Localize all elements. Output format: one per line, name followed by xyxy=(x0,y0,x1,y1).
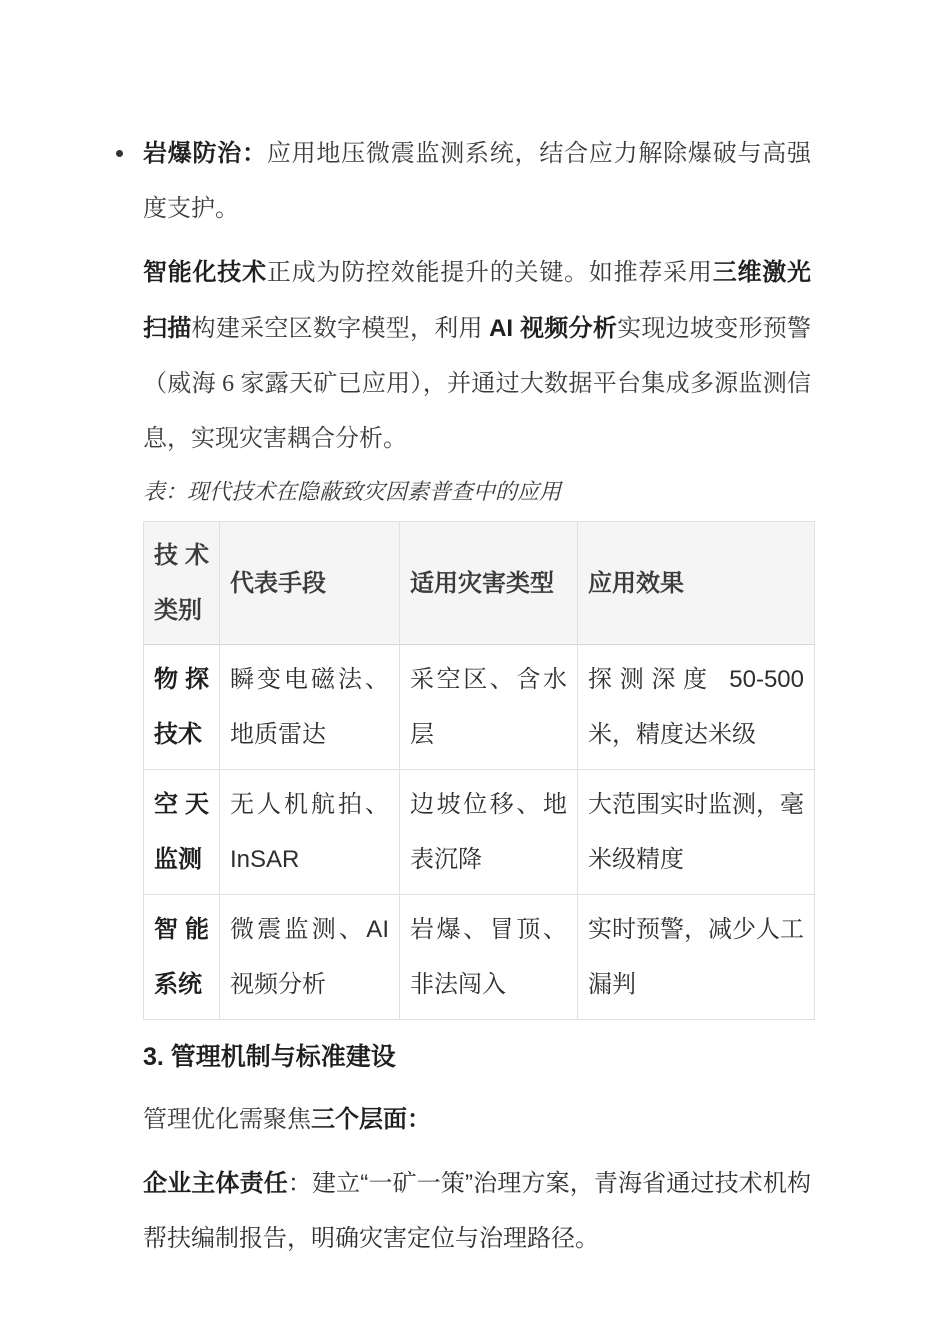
paragraph-focus xyxy=(143,1092,811,1148)
column-header-tech-category: 技术类别 xyxy=(144,522,220,645)
cell-category: 智能系统 xyxy=(144,895,220,1020)
emphasis-three-levels: 三个层面： xyxy=(311,1106,431,1133)
paragraph-enterprise xyxy=(143,1156,811,1266)
column-header-effects: 应用效果 xyxy=(578,522,815,645)
table-row xyxy=(144,895,815,1020)
cell-effects: 实时预警，减少人工漏判 xyxy=(578,895,815,1020)
text-run: 正成为防控效能提升的关键。如推荐采用 xyxy=(266,260,713,286)
cell-effects: 探测深度 50-500 米，精度达米级 xyxy=(578,645,815,770)
table-row xyxy=(144,645,815,770)
table-row xyxy=(144,770,815,895)
text-run: 实现边坡变形预警（威海 6 家露天矿已应用），并通过大数据平台集成多源监测信息，实现灾害耦合分析。 xyxy=(143,316,812,452)
column-header-hazard-types: 适用灾害类型 xyxy=(400,522,578,645)
table-header xyxy=(144,522,815,645)
emphasis-enterprise-responsibility: 企业主体责任 xyxy=(143,1170,288,1197)
cell-effects: 大范围实时监测，毫米级精度 xyxy=(578,770,815,895)
technology-table xyxy=(143,521,815,1020)
cell-hazards: 岩爆、冒顶、非法闯入 xyxy=(400,895,578,1020)
bullet-item xyxy=(143,126,811,237)
table-caption: 表：现代技术在隐蔽致灾因素普查中的应用 xyxy=(143,479,562,504)
cell-methods: 无人机航拍、InSAR xyxy=(220,770,400,895)
text-run: 管理优化需聚焦 xyxy=(143,1107,311,1133)
bullet-text: 应用地压微震监测系统，结合应力解除爆破与高强度支护。 xyxy=(143,141,812,222)
emphasis-smart-tech: 智能化技术 xyxy=(143,259,267,286)
bullet-lead-bold: 岩爆防治： xyxy=(143,140,267,167)
cell-methods: 瞬变电磁法、地质雷达 xyxy=(220,645,400,770)
bullet-dot xyxy=(116,150,123,157)
text-run: ：建立“一矿一策”治理方案，青海省通过技术机构帮扶编制报告，明确灾害定位与治理路径。 xyxy=(143,1170,812,1252)
cell-hazards: 边坡位移、地表沉降 xyxy=(400,770,578,895)
paragraph-smart-tech xyxy=(143,245,811,467)
text-run: 构建采空区数字模型，利用 xyxy=(191,316,490,342)
cell-methods: 微震监测、AI 视频分析 xyxy=(220,895,400,1020)
emphasis-ai-video: AI 视频分析 xyxy=(489,315,618,342)
bullet-paragraph xyxy=(143,126,811,237)
cell-category: 空天监测 xyxy=(144,770,220,895)
table-header-row xyxy=(144,522,815,645)
column-header-methods: 代表手段 xyxy=(220,522,400,645)
section-heading: 3. 管理机制与标准建设 xyxy=(143,1043,396,1071)
cell-hazards: 采空区、含水层 xyxy=(400,645,578,770)
emphasis-laser-scan: 三维激光扫描 xyxy=(143,259,812,342)
cell-category: 物探技术 xyxy=(144,645,220,770)
